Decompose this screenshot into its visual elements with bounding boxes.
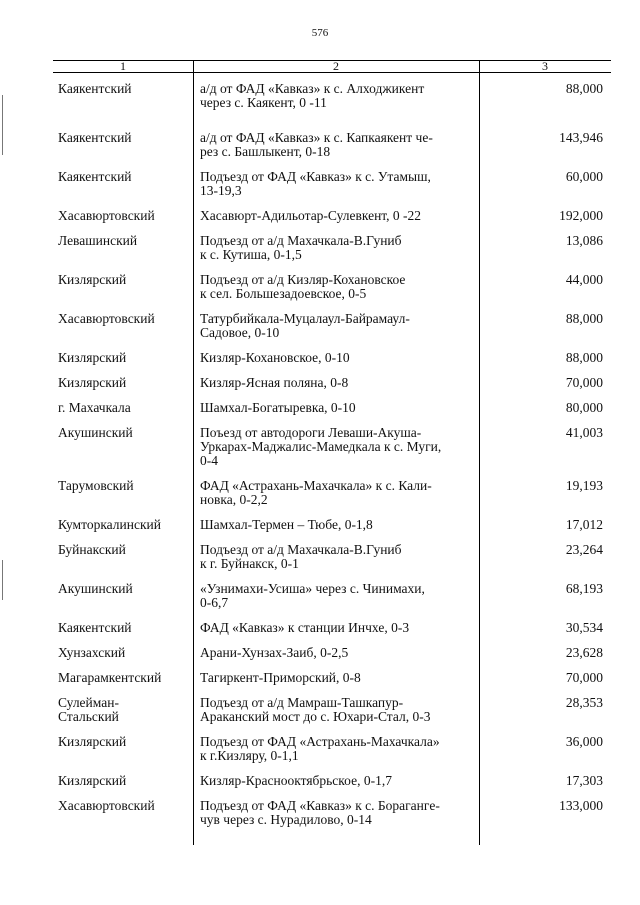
amount-cell: 60,000 xyxy=(565,169,603,184)
amount-cell: 28,353 xyxy=(565,695,603,710)
road-description-cell xyxy=(200,312,476,340)
road-line: рез с. Башлыкент, 0-18 xyxy=(200,144,331,159)
amount-cell: 30,534 xyxy=(565,620,603,635)
district-line: Акушинский xyxy=(58,581,133,596)
district-line: Каякентский xyxy=(58,130,132,145)
road-funding-table xyxy=(53,60,611,845)
district-cell xyxy=(58,209,188,223)
district-cell xyxy=(58,735,188,749)
district-cell xyxy=(58,376,188,390)
road-description-cell xyxy=(200,696,476,724)
district-cell xyxy=(58,312,188,326)
road-line: Подъезд от а/д Мамраш-Ташкапур- xyxy=(200,695,404,710)
road-description-cell xyxy=(200,170,476,198)
road-line: Подъезд от а/д Кизляр-Кохановское xyxy=(200,272,406,287)
road-line: Поъезд от автодороги Леваши-Акуша- xyxy=(200,425,422,440)
amount-cell: 133,000 xyxy=(559,798,603,813)
road-line: Садовое, 0-10 xyxy=(200,325,280,340)
margin-scan-mark xyxy=(2,95,3,155)
amount-cell: 13,086 xyxy=(565,233,603,248)
road-description-cell xyxy=(200,646,476,660)
page-number: 576 xyxy=(311,27,329,39)
district-cell xyxy=(58,170,188,184)
road-description-cell xyxy=(200,426,476,468)
amount-cell: 70,000 xyxy=(565,375,603,390)
road-line: к г. Буйнакск, 0-1 xyxy=(200,556,299,571)
road-description-cell xyxy=(200,209,476,223)
district-cell xyxy=(58,621,188,635)
district-cell xyxy=(58,273,188,287)
district-line: Сулейман- xyxy=(58,695,119,710)
road-description-cell xyxy=(200,621,476,635)
table-header-rule xyxy=(53,72,611,73)
amount-cell: 36,000 xyxy=(565,734,603,749)
road-description-cell xyxy=(200,671,476,685)
district-line: Стальский xyxy=(58,709,119,724)
district-cell xyxy=(58,131,188,145)
amount-cell: 19,193 xyxy=(565,478,603,493)
road-line: Уркарах-Маджалис-Мамедкала к с. Муги, xyxy=(200,439,442,454)
district-line: Кизлярский xyxy=(58,272,127,287)
road-line: Араканский мост до с. Юхари-Стал, 0-3 xyxy=(200,709,431,724)
road-line: новка, 0-2,2 xyxy=(200,492,268,507)
road-description-cell xyxy=(200,518,476,532)
road-line: ФАД «Астрахань-Махачкала» к с. Кали- xyxy=(200,478,432,493)
district-cell xyxy=(58,671,188,685)
road-description-cell xyxy=(200,479,476,507)
road-line: а/д от ФАД «Кавказ» к с. Алходжикент xyxy=(200,81,425,96)
road-description-cell xyxy=(200,351,476,365)
district-line: Кизлярский xyxy=(58,773,127,788)
road-line: Кизляр-Кохановское, 0-10 xyxy=(200,350,350,365)
district-cell xyxy=(58,774,188,788)
amount-cell: 68,193 xyxy=(565,581,603,596)
road-line: Кизляр-Краснооктябрьское, 0-1,7 xyxy=(200,773,392,788)
road-line: «Узнимахи-Усиша» через с. Чинимахи, xyxy=(200,581,425,596)
amount-cell: 41,003 xyxy=(565,425,603,440)
amount-cell: 192,000 xyxy=(559,208,603,223)
district-line: Тарумовский xyxy=(58,478,134,493)
amount-cell: 88,000 xyxy=(565,350,603,365)
road-description-cell xyxy=(200,543,476,571)
road-line: Шамхал-Богатыревка, 0-10 xyxy=(200,400,356,415)
column-header-1: 1 xyxy=(120,59,126,73)
road-line: Татурбийкала-Муцалаул-Байрамаул- xyxy=(200,311,410,326)
amount-cell: 17,012 xyxy=(565,517,603,532)
road-line: а/д от ФАД «Кавказ» к с. Капкаякент че- xyxy=(200,130,433,145)
district-cell xyxy=(58,234,188,248)
road-description-cell xyxy=(200,799,476,827)
road-description-cell xyxy=(200,131,476,159)
district-cell xyxy=(58,426,188,440)
district-line: Кизлярский xyxy=(58,350,127,365)
road-line: через с. Каякент, 0 -11 xyxy=(200,95,327,110)
district-cell xyxy=(58,82,188,96)
district-line: Левашинский xyxy=(58,233,138,248)
road-line: Подъезд от ФАД «Астрахань-Махачкала» xyxy=(200,734,440,749)
road-description-cell xyxy=(200,82,476,110)
district-cell xyxy=(58,351,188,365)
amount-cell: 80,000 xyxy=(565,400,603,415)
district-cell xyxy=(58,401,188,415)
road-line: Кизляр-Ясная поляна, 0-8 xyxy=(200,375,349,390)
road-description-cell xyxy=(200,234,476,262)
road-line: Подъезд от а/д Махачкала-В.Гуниб xyxy=(200,233,402,248)
road-line: Арани-Хунзах-Заиб, 0-2,5 xyxy=(200,645,349,660)
road-line: ФАД «Кавказ» к станции Инчхе, 0-3 xyxy=(200,620,410,635)
amount-cell: 23,264 xyxy=(565,542,603,557)
road-line: Тагиркент-Приморский, 0-8 xyxy=(200,670,361,685)
district-cell xyxy=(58,646,188,660)
road-line: к сел. Большезадоевское, 0-5 xyxy=(200,286,367,301)
road-line: Шамхал-Термен – Тюбе, 0-1,8 xyxy=(200,517,373,532)
column-header-2: 2 xyxy=(333,59,339,73)
district-line: Хунзахский xyxy=(58,645,126,660)
district-line: Магарамкентский xyxy=(58,670,162,685)
district-cell xyxy=(58,582,188,596)
road-description-cell xyxy=(200,273,476,301)
road-line: чув через с. Нурадилово, 0-14 xyxy=(200,812,372,827)
column-header-3: 3 xyxy=(542,59,548,73)
road-description-cell xyxy=(200,735,476,763)
road-line: Подъезд от а/д Махачкала-В.Гуниб xyxy=(200,542,402,557)
district-line: Хасавюртовский xyxy=(58,798,155,813)
road-line: Хасавюрт-Адильотар-Сулевкент, 0 -22 xyxy=(200,208,422,223)
road-description-cell xyxy=(200,376,476,390)
road-line: 0-6,7 xyxy=(200,595,229,610)
road-description-cell xyxy=(200,401,476,415)
district-line: Хасавюртовский xyxy=(58,311,155,326)
amount-cell: 17,303 xyxy=(565,773,603,788)
road-line: 0-4 xyxy=(200,453,218,468)
margin-scan-mark xyxy=(2,560,3,600)
road-line: Подъезд от ФАД «Кавказ» к с. Утамыш, xyxy=(200,169,431,184)
district-line: Каякентский xyxy=(58,81,132,96)
amount-cell: 23,628 xyxy=(565,645,603,660)
district-cell xyxy=(58,696,188,724)
district-line: Хасавюртовский xyxy=(58,208,155,223)
district-line: Буйнакский xyxy=(58,542,126,557)
district-line: Кизлярский xyxy=(58,734,127,749)
amount-cell: 143,946 xyxy=(559,130,603,145)
road-line: к с. Кутиша, 0-1,5 xyxy=(200,247,302,262)
district-cell xyxy=(58,518,188,532)
district-line: Кизлярский xyxy=(58,375,127,390)
road-line: Подъезд от ФАД «Кавказ» к с. Борагангe- xyxy=(200,798,440,813)
district-line: Акушинский xyxy=(58,425,133,440)
district-line: Кумторкалинский xyxy=(58,517,161,532)
column-divider xyxy=(193,60,194,845)
road-line: к г.Кизляру, 0-1,1 xyxy=(200,748,299,763)
road-line: 13-19,3 xyxy=(200,183,242,198)
road-description-cell xyxy=(200,774,476,788)
amount-cell: 88,000 xyxy=(565,81,603,96)
district-cell xyxy=(58,479,188,493)
district-cell xyxy=(58,543,188,557)
district-line: г. Махачкала xyxy=(58,400,131,415)
road-description-cell xyxy=(200,582,476,610)
district-line: Каякентский xyxy=(58,169,132,184)
district-line: Каякентский xyxy=(58,620,132,635)
amount-cell: 88,000 xyxy=(565,311,603,326)
amount-cell: 70,000 xyxy=(565,670,603,685)
amount-cell: 44,000 xyxy=(565,272,603,287)
district-cell xyxy=(58,799,188,813)
